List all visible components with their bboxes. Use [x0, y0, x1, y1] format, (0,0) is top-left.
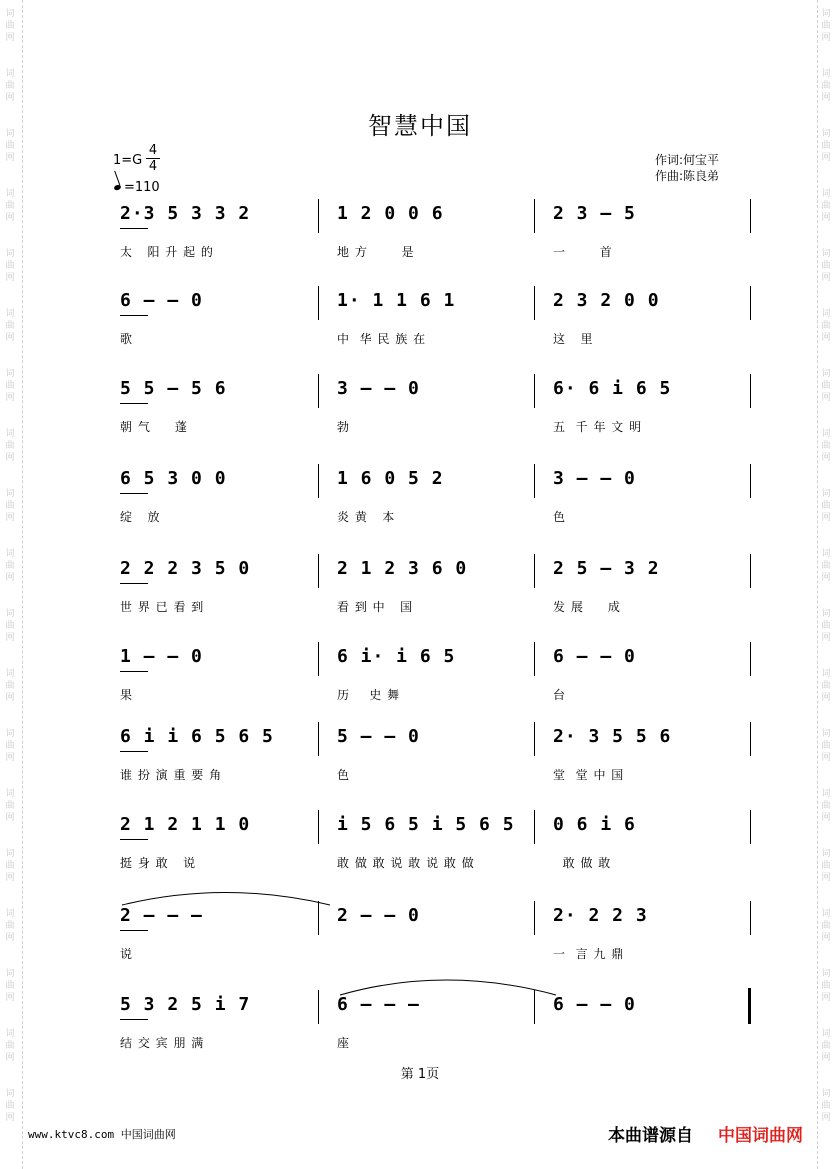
tie-slur: [340, 980, 556, 995]
tie-slur: [122, 893, 330, 906]
watermark-char: 网: [5, 333, 15, 343]
watermark-group: [818, 188, 834, 224]
watermark-char: 网: [821, 33, 831, 43]
beam-underline: [120, 671, 148, 672]
watermark-group: [2, 68, 18, 104]
watermark-char: 网: [821, 93, 831, 103]
measure-lyrics: 一 首: [553, 245, 613, 259]
watermark-char: 网: [821, 693, 831, 703]
beam-underline: [120, 751, 148, 752]
watermark-char: 词: [821, 309, 831, 319]
watermark-group: [818, 908, 834, 944]
watermark-char: 曲: [5, 81, 15, 91]
measure-lyrics: 谁 扮 演 重 要 角: [120, 768, 223, 782]
measure-notes: 5 3 2 5 i 7: [120, 994, 251, 1015]
beam-underline: [120, 228, 148, 229]
measure-notes: 2 3 — 5: [553, 203, 636, 224]
watermark-char: 曲: [821, 1101, 831, 1111]
watermark-group: [2, 548, 18, 584]
barline: [750, 810, 751, 844]
watermark-group: [2, 488, 18, 524]
watermark-char: 曲: [821, 741, 831, 751]
measure-notes: 6 i· i 6 5: [337, 646, 456, 667]
watermark-char: 词: [5, 489, 15, 499]
page-number: 第 1页: [400, 1067, 440, 1082]
watermark-char: 曲: [5, 441, 15, 451]
watermark-char: 网: [5, 753, 15, 763]
watermark-char: 词: [821, 429, 831, 439]
barline: [318, 722, 319, 756]
watermark-char: 曲: [821, 321, 831, 331]
watermark-char: 词: [5, 69, 15, 79]
watermark-char: 曲: [5, 1041, 15, 1051]
measure-notes: 5 5 — 5 6: [120, 378, 227, 399]
watermark-group: [818, 428, 834, 464]
watermark-char: 词: [821, 849, 831, 859]
watermark-char: 词: [5, 609, 15, 619]
watermark-group: [818, 8, 834, 44]
watermark-char: 词: [821, 549, 831, 559]
watermark-char: 网: [5, 573, 15, 583]
measure-notes: 6 — — 0: [553, 994, 636, 1015]
watermark-char: 网: [821, 273, 831, 283]
watermark-char: 网: [5, 33, 15, 43]
measure-lyrics: 五 千 年 文 明: [553, 420, 643, 434]
watermark-group: [2, 308, 18, 344]
measure-notes: 0 6 i 6: [553, 814, 636, 835]
watermark-char: 词: [821, 969, 831, 979]
measure-lyrics: 绽 放: [120, 510, 161, 524]
watermark-char: 网: [5, 513, 15, 523]
measure-lyrics: 色: [337, 768, 351, 782]
watermark-char: 曲: [821, 201, 831, 211]
watermark-group: [2, 788, 18, 824]
measure-notes: 2 1 2 1 1 0: [120, 814, 251, 835]
watermark-char: 网: [5, 1053, 15, 1063]
watermark-char: 词: [5, 9, 15, 19]
barline: [318, 554, 319, 588]
watermark-char: 曲: [821, 561, 831, 571]
measure-lyrics: 地 方 是: [337, 245, 415, 259]
measure-notes: 2· 3 5 5 6: [553, 726, 672, 747]
beam-underline: [120, 403, 148, 404]
watermark-char: 曲: [5, 21, 15, 31]
right-margin-line: [817, 0, 818, 1169]
watermark-char: 曲: [821, 81, 831, 91]
watermark-char: 词: [5, 549, 15, 559]
measure-notes: 2·3 5 3 3 2: [120, 203, 251, 224]
watermark-char: 曲: [821, 441, 831, 451]
watermark-char: 曲: [5, 141, 15, 151]
watermark-char: 词: [5, 969, 15, 979]
watermark-group: [2, 968, 18, 1004]
measure-lyrics: 历 史 舞: [337, 688, 401, 702]
watermark-group: [818, 668, 834, 704]
watermark-char: 词: [5, 789, 15, 799]
barline: [318, 901, 319, 935]
watermark-char: 网: [821, 153, 831, 163]
footer-brand[interactable]: 中国词曲网: [718, 1126, 803, 1146]
watermark-char: 词: [5, 249, 15, 259]
watermark-group: [2, 1028, 18, 1064]
measure-notes: 6 — — 0: [553, 646, 636, 667]
measure-lyrics: 这 里: [553, 332, 594, 346]
watermark-char: 曲: [5, 861, 15, 871]
watermark-group: [2, 188, 18, 224]
barline: [318, 199, 319, 233]
watermark-char: 曲: [821, 861, 831, 871]
quarter-note-icon: [113, 184, 121, 191]
barline: [534, 554, 535, 588]
barline: [318, 464, 319, 498]
watermark-group: [2, 248, 18, 284]
tempo-value: =110: [124, 180, 160, 195]
measure-notes: 2 — — —: [120, 905, 203, 926]
measure-lyrics: 堂 堂 中 国: [553, 768, 625, 782]
watermark-char: 词: [821, 369, 831, 379]
watermark-char: 网: [821, 633, 831, 643]
watermark-group: [818, 848, 834, 884]
watermark-char: 网: [821, 873, 831, 883]
measure-lyrics: 台: [553, 688, 567, 702]
watermark-group: [818, 788, 834, 824]
watermark-group: [2, 668, 18, 704]
barline: [750, 554, 751, 588]
measure-notes: 6 i i 6 5 6 5: [120, 726, 274, 747]
watermark-group: [818, 1028, 834, 1064]
watermark-char: 网: [821, 753, 831, 763]
watermark-char: 网: [5, 213, 15, 223]
footer-website[interactable]: www.ktvc8.com 中国词曲网: [28, 1128, 176, 1141]
barline: [318, 810, 319, 844]
watermark-char: 曲: [5, 561, 15, 571]
time-signature-bottom: 4: [148, 159, 158, 174]
watermark-char: 曲: [5, 921, 15, 931]
barline: [534, 374, 535, 408]
watermark-char: 词: [821, 249, 831, 259]
watermark-char: 曲: [5, 381, 15, 391]
watermark-char: 网: [5, 633, 15, 643]
left-watermark-column: [2, 0, 22, 1169]
watermark-group: [818, 1088, 834, 1124]
measure-notes: 1 6 0 5 2: [337, 468, 444, 489]
barline: [750, 286, 751, 320]
measure-notes: 1 2 0 0 6: [337, 203, 444, 224]
watermark-char: 词: [5, 189, 15, 199]
watermark-char: 词: [821, 129, 831, 139]
measure-lyrics: 朝 气 蓬: [120, 420, 188, 434]
barline: [750, 642, 751, 676]
measure-lyrics: 炎 黄 本: [337, 510, 396, 524]
watermark-char: 词: [5, 1089, 15, 1099]
measure-notes: 2 1 2 3 6 0: [337, 558, 468, 579]
measure-lyrics: 歌: [120, 332, 134, 346]
barline: [318, 374, 319, 408]
measure-lyrics: 敢 做 敢: [553, 856, 612, 870]
measure-notes: 1· 1 1 6 1: [337, 290, 456, 311]
watermark-char: 网: [821, 1113, 831, 1123]
watermark-group: [2, 608, 18, 644]
time-signature-top: 4: [146, 143, 160, 159]
beam-underline: [120, 839, 148, 840]
watermark-group: [818, 488, 834, 524]
watermark-char: 词: [821, 1089, 831, 1099]
watermark-group: [818, 608, 834, 644]
watermark-char: 词: [5, 309, 15, 319]
watermark-group: [818, 368, 834, 404]
measure-lyrics: 说: [120, 947, 134, 961]
watermark-char: 词: [5, 369, 15, 379]
measure-notes: i 5 6 5 i 5 6 5: [337, 814, 515, 835]
watermark-group: [818, 308, 834, 344]
watermark-group: [818, 548, 834, 584]
watermark-char: 词: [5, 129, 15, 139]
watermark-char: 网: [821, 573, 831, 583]
watermark-char: 词: [821, 489, 831, 499]
watermark-char: 网: [5, 153, 15, 163]
beam-underline: [120, 930, 148, 931]
song-title: 智慧中国: [368, 112, 472, 140]
watermark-char: 网: [5, 933, 15, 943]
measure-notes: 3 — — 0: [553, 468, 636, 489]
watermark-char: 网: [5, 393, 15, 403]
watermark-char: 网: [821, 933, 831, 943]
barline: [534, 642, 535, 676]
measure-notes: 2 3 2 0 0: [553, 290, 660, 311]
measure-lyrics: 看 到 中 国: [337, 600, 414, 614]
watermark-group: [2, 368, 18, 404]
watermark-char: 曲: [5, 1101, 15, 1111]
watermark-char: 网: [821, 1053, 831, 1063]
watermark-group: [818, 968, 834, 1004]
barline: [318, 286, 319, 320]
watermark-char: 曲: [5, 501, 15, 511]
watermark-char: 曲: [5, 981, 15, 991]
watermark-char: 词: [5, 669, 15, 679]
barline: [318, 990, 319, 1024]
watermark-char: 网: [821, 453, 831, 463]
watermark-char: 网: [5, 1113, 15, 1123]
tempo-marking: [114, 180, 160, 195]
measure-lyrics: 中 华 民 族 在: [337, 332, 427, 346]
measure-lyrics: 果: [120, 688, 134, 702]
final-barline: [748, 988, 751, 1024]
measure-lyrics: 结 交 宾 朋 满: [120, 1036, 205, 1050]
right-watermark-column: [818, 0, 838, 1169]
watermark-group: [2, 428, 18, 464]
watermark-char: 词: [5, 1029, 15, 1039]
left-margin-line: [22, 0, 23, 1169]
measure-notes: 2 5 — 3 2: [553, 558, 660, 579]
watermark-group: [818, 728, 834, 764]
measure-notes: 6· 6 i 6 5: [553, 378, 672, 399]
watermark-char: 词: [821, 789, 831, 799]
watermark-char: 曲: [5, 801, 15, 811]
barline: [750, 464, 751, 498]
watermark-char: 网: [821, 813, 831, 823]
measure-lyrics: 世 界 已 看 到: [120, 600, 205, 614]
barline: [534, 464, 535, 498]
watermark-char: 曲: [821, 801, 831, 811]
measure-lyrics: 挺 身 敢 说: [120, 856, 197, 870]
watermark-char: 曲: [821, 1041, 831, 1051]
barline: [318, 642, 319, 676]
watermark-group: [2, 908, 18, 944]
watermark-group: [818, 68, 834, 104]
watermark-char: 曲: [5, 321, 15, 331]
lyricist: 作词:何宝平: [655, 153, 720, 167]
measure-lyrics: 发 展 成: [553, 600, 621, 614]
watermark-group: [2, 728, 18, 764]
watermark-char: 曲: [821, 621, 831, 631]
beam-underline: [120, 1019, 148, 1020]
composer: 作曲:陈良弟: [655, 169, 720, 183]
watermark-char: 词: [5, 729, 15, 739]
watermark-group: [2, 8, 18, 44]
watermark-char: 曲: [821, 261, 831, 271]
beam-underline: [120, 315, 148, 316]
key-signature: 1=G: [113, 153, 143, 168]
measure-notes: 1 — — 0: [120, 646, 203, 667]
watermark-char: 词: [821, 9, 831, 19]
watermark-char: 词: [5, 849, 15, 859]
watermark-group: [2, 1088, 18, 1124]
watermark-char: 曲: [821, 141, 831, 151]
barline: [750, 901, 751, 935]
barline: [750, 374, 751, 408]
measure-lyrics: 色: [553, 510, 567, 524]
barline: [534, 901, 535, 935]
credits: [655, 152, 719, 184]
measure-notes: 2 — — 0: [337, 905, 420, 926]
measure-lyrics: 敢 做 敢 说 敢 说 敢 做: [337, 856, 475, 870]
watermark-char: 词: [821, 1029, 831, 1039]
watermark-char: 词: [821, 609, 831, 619]
watermark-char: 曲: [821, 921, 831, 931]
watermark-char: 网: [5, 453, 15, 463]
barline: [534, 810, 535, 844]
barline: [534, 722, 535, 756]
watermark-char: 网: [821, 393, 831, 403]
watermark-char: 词: [821, 729, 831, 739]
watermark-char: 曲: [5, 621, 15, 631]
measure-notes: 6 — — 0: [120, 290, 203, 311]
time-signature: [146, 143, 160, 174]
watermark-char: 网: [5, 93, 15, 103]
watermark-char: 词: [821, 669, 831, 679]
barline: [534, 199, 535, 233]
measure-notes: 6 — — —: [337, 994, 420, 1015]
measure-lyrics: 太 阳 升 起 的: [120, 245, 214, 259]
watermark-char: 词: [5, 429, 15, 439]
watermark-char: 网: [5, 873, 15, 883]
beam-underline: [120, 493, 148, 494]
watermark-char: 曲: [5, 681, 15, 691]
watermark-group: [2, 848, 18, 884]
watermark-char: 词: [5, 909, 15, 919]
measure-notes: 3 — — 0: [337, 378, 420, 399]
watermark-char: 词: [821, 909, 831, 919]
watermark-char: 曲: [5, 741, 15, 751]
measure-lyrics: 一 言 九 鼎: [553, 947, 625, 961]
measure-lyrics: 座: [337, 1036, 351, 1050]
watermark-char: 曲: [5, 261, 15, 271]
watermark-char: 网: [5, 813, 15, 823]
watermark-char: 曲: [5, 201, 15, 211]
barline: [750, 722, 751, 756]
watermark-char: 网: [821, 993, 831, 1003]
footer-source-label: 本曲谱源自: [608, 1126, 693, 1146]
watermark-char: 曲: [821, 981, 831, 991]
barline: [534, 990, 535, 1024]
watermark-char: 网: [821, 213, 831, 223]
watermark-char: 网: [5, 273, 15, 283]
barline: [750, 199, 751, 233]
watermark-char: 词: [821, 189, 831, 199]
watermark-char: 曲: [821, 501, 831, 511]
watermark-char: 网: [5, 993, 15, 1003]
beam-underline: [120, 583, 148, 584]
watermark-char: 网: [821, 333, 831, 343]
watermark-char: 词: [821, 69, 831, 79]
measure-notes: 2· 2 2 3: [553, 905, 648, 926]
watermark-char: 曲: [821, 21, 831, 31]
watermark-group: [818, 248, 834, 284]
watermark-char: 网: [5, 693, 15, 703]
measure-notes: 2 2 2 3 5 0: [120, 558, 251, 579]
measure-notes: 6 5 3 0 0: [120, 468, 227, 489]
watermark-char: 网: [821, 513, 831, 523]
watermark-char: 曲: [821, 681, 831, 691]
barline: [534, 286, 535, 320]
measure-lyrics: 勃: [337, 420, 351, 434]
watermark-char: 曲: [821, 381, 831, 391]
measure-notes: 5 — — 0: [337, 726, 420, 747]
